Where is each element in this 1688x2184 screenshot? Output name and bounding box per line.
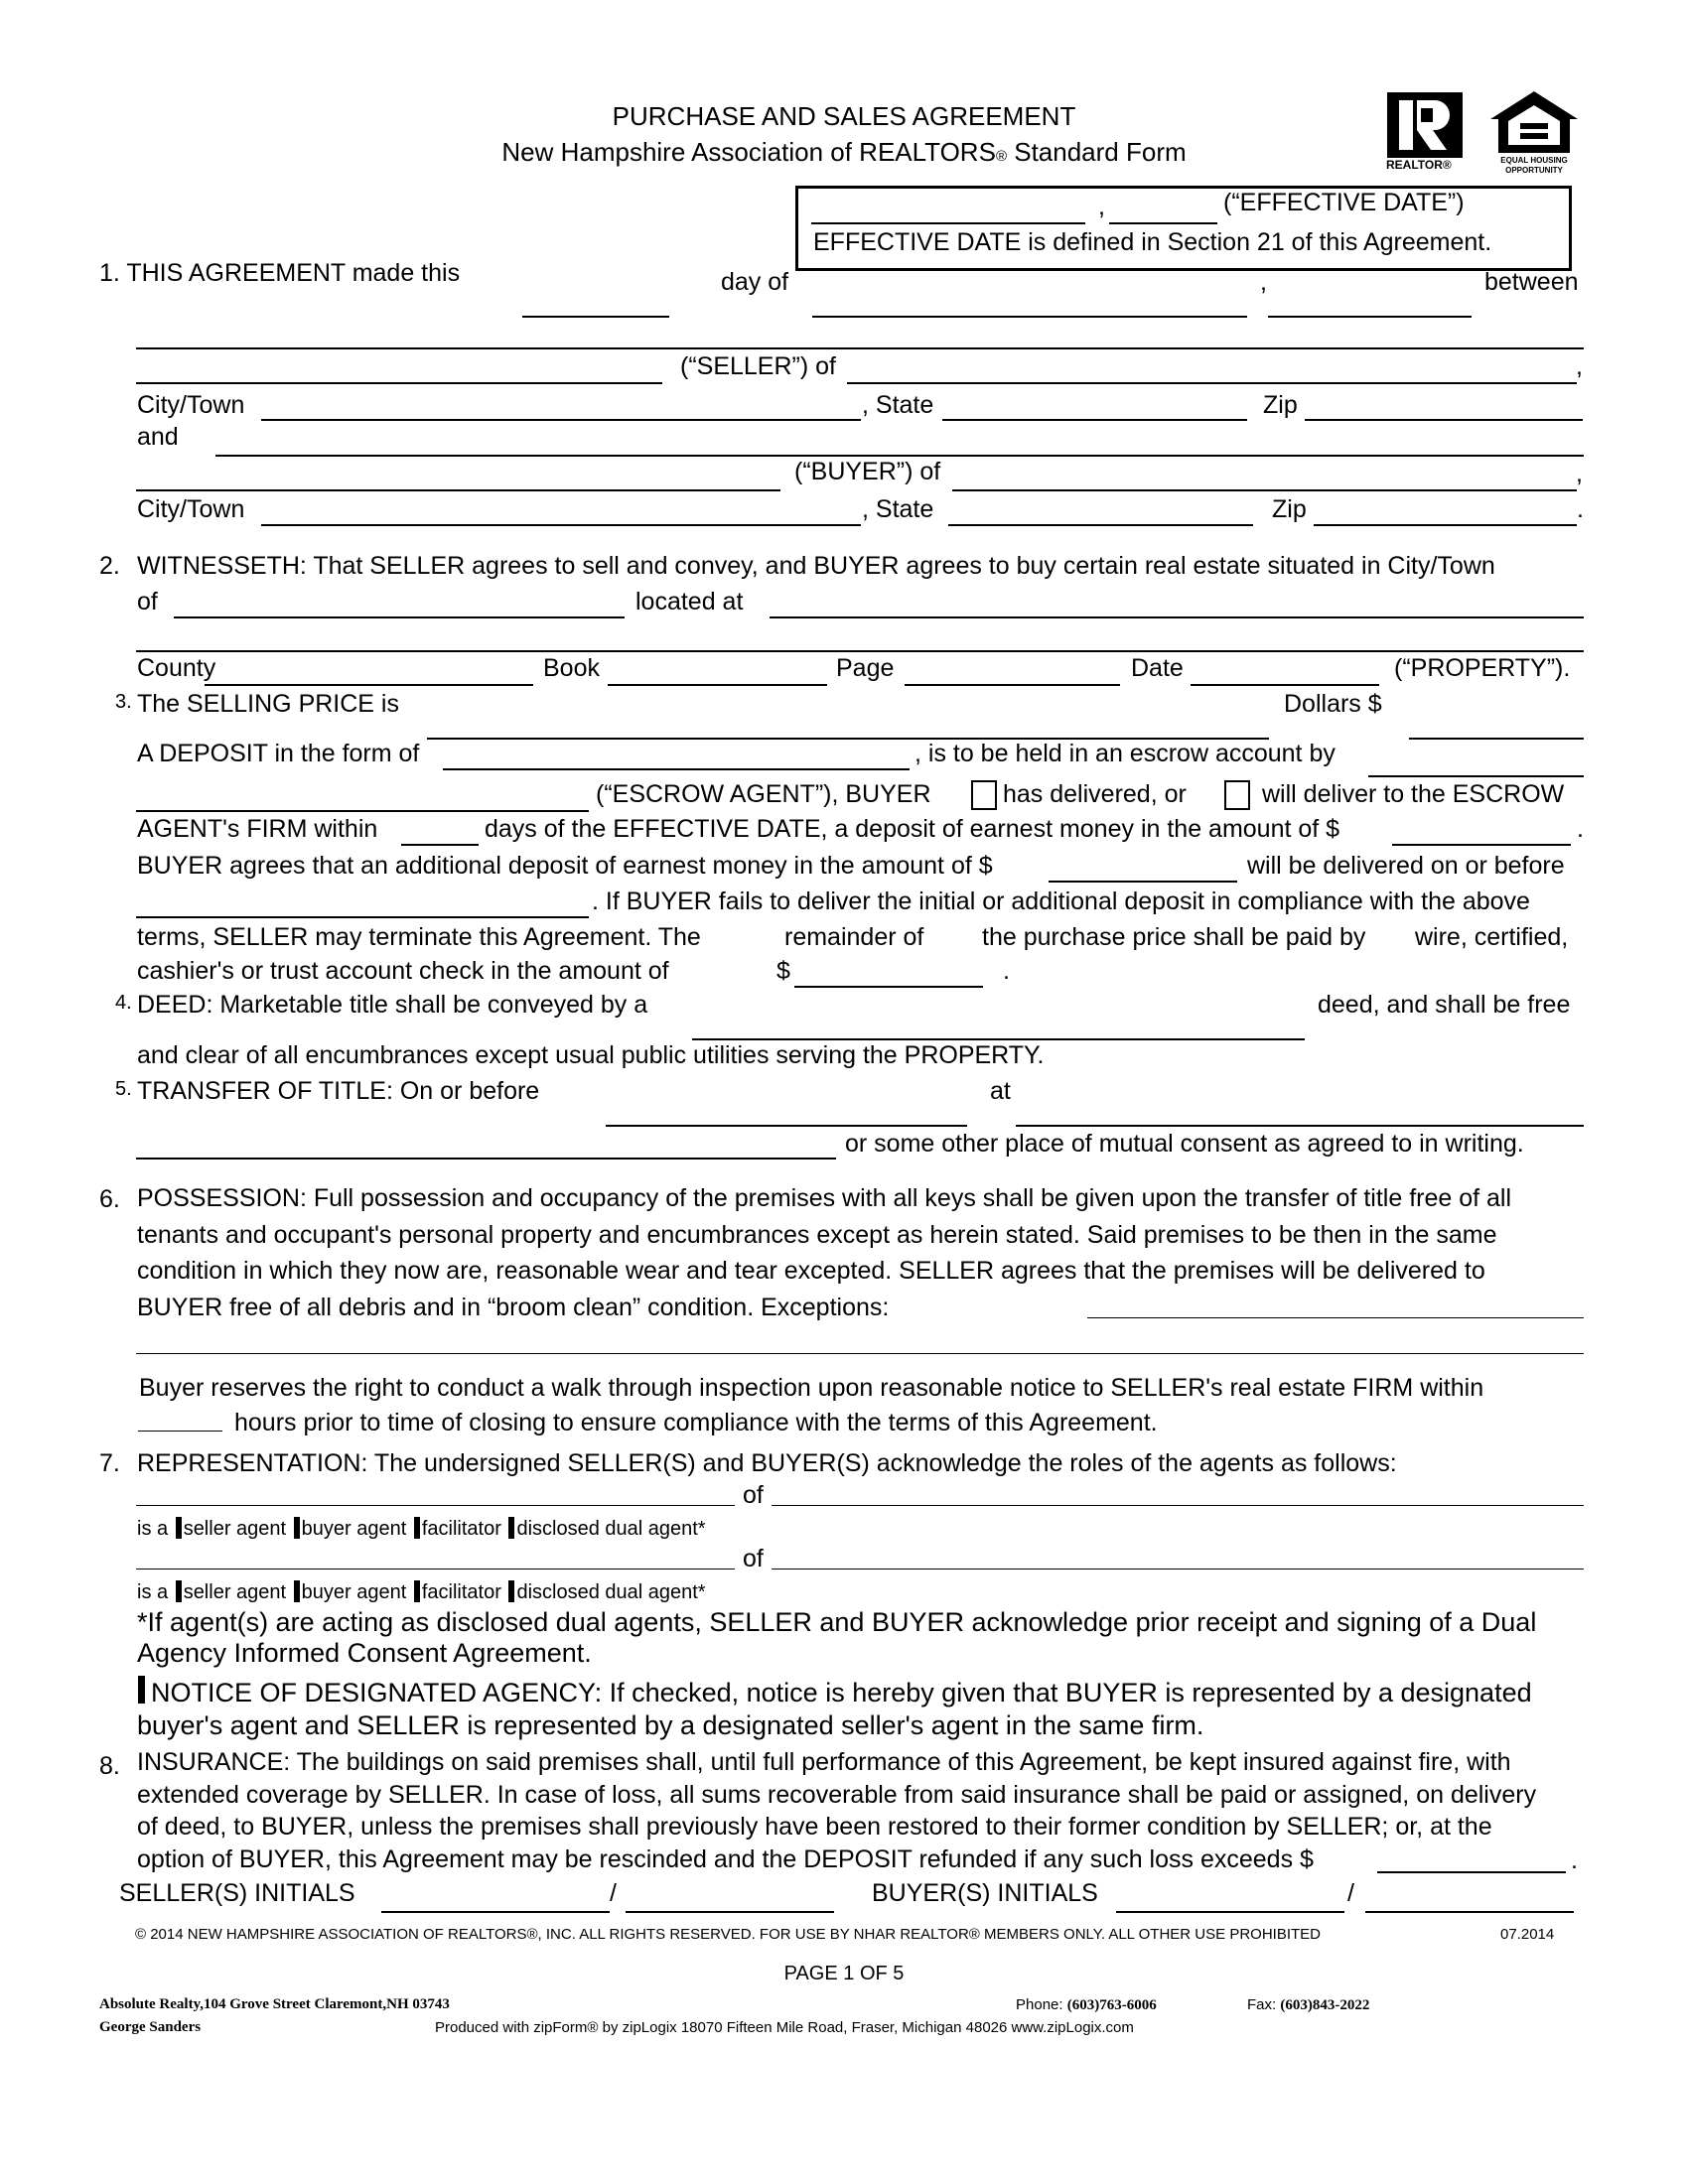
s3-dollars: Dollars $ bbox=[1284, 690, 1382, 718]
produced-with-notice: Produced with zipForm® by zipLogix 18070 Fifteen Mile Road, Fraser, Michigan 48026 www.zipLogix.com bbox=[435, 2019, 1134, 2036]
property-town-field[interactable] bbox=[174, 616, 625, 618]
s7-of-2: of bbox=[743, 1545, 764, 1572]
s2-witnesseth: WITNESSETH: That SELLER agrees to sell and convey, and BUYER agrees to buy certain real estate situated in City/Town bbox=[137, 552, 1495, 580]
closing-place-field-2[interactable] bbox=[136, 1158, 836, 1160]
s6-hours-prior: hours prior to time of closing to ensure compliance with the terms of this Agreement. bbox=[234, 1409, 1158, 1436]
designated-agency-checkbox[interactable] bbox=[138, 1676, 145, 1704]
walkthrough-hours-field[interactable] bbox=[138, 1431, 222, 1432]
fax-info: Fax: (603)843-2022 bbox=[1247, 1996, 1370, 2013]
s3-will-be-delivered: will be delivered on or before bbox=[1247, 852, 1565, 880]
s5-at: at bbox=[990, 1077, 1011, 1105]
exceptions-field-2[interactable] bbox=[136, 1353, 1584, 1354]
closing-date-field[interactable] bbox=[606, 1125, 967, 1127]
s2-of: of bbox=[137, 588, 158, 615]
seller-name-field-2[interactable] bbox=[136, 382, 662, 384]
s1-comma3: , bbox=[1576, 460, 1583, 487]
s3-escrow-agent: (“ESCROW AGENT”), BUYER bbox=[596, 780, 931, 808]
buyer-agent-1-checkbox[interactable] bbox=[294, 1517, 300, 1539]
s7-role-row-2: is a seller agent buyer agent facilitator disclosed dual agent* bbox=[137, 1581, 706, 1603]
buyer-state-field[interactable] bbox=[948, 524, 1253, 526]
s6-possession: POSSESSION: Full possession and occupancy of the premises with all keys shall be given upon the transfer of title free of all tenants and occupant's personal property and encumbrances except as herein stated. Said premises to be then in the same condition in which they now are, reasonable wear and tear excepted. SELLER agrees that the premises will be delivered to BUYER free of all debris and in “broom clean” condition. Exceptions: bbox=[137, 1184, 1512, 1321]
s3-number: 3. bbox=[115, 691, 132, 713]
escrow-agent-field[interactable] bbox=[136, 810, 589, 812]
s7-number: 7. bbox=[99, 1449, 120, 1477]
s3-period2: . bbox=[1003, 957, 1010, 985]
s8-period: . bbox=[1571, 1846, 1578, 1874]
s3-will-deliver: will deliver to the ESCROW bbox=[1262, 780, 1565, 808]
effective-year-field[interactable] bbox=[1109, 222, 1217, 224]
s1-period: . bbox=[1577, 495, 1584, 523]
buyer-agent-2-checkbox[interactable] bbox=[294, 1580, 300, 1602]
s3-additional: BUYER agrees that an additional deposit of earnest money in the amount of $ bbox=[137, 852, 993, 880]
seller-initials-slash: / bbox=[610, 1879, 617, 1907]
seller-name-field-1[interactable] bbox=[136, 347, 1584, 349]
deposit-days-field[interactable] bbox=[401, 844, 479, 846]
s2-property-label: (“PROPERTY”). bbox=[1394, 654, 1571, 682]
book-field[interactable] bbox=[608, 684, 827, 686]
s1-buyer-of: (“BUYER”) of bbox=[794, 458, 941, 485]
seller-address-field[interactable] bbox=[847, 382, 1577, 384]
deposit-amount-field[interactable] bbox=[1392, 844, 1571, 846]
agent-1-name-field[interactable] bbox=[136, 1505, 735, 1506]
buyer-zip-field[interactable] bbox=[1314, 524, 1577, 526]
buyer-initials-label: BUYER(S) INITIALS bbox=[872, 1879, 1098, 1907]
s7-dual-note-1: *If agent(s) are acting as disclosed dual agents, SELLER and BUYER acknowledge prior receipt and signing of a Dual bbox=[137, 1607, 1537, 1637]
s4-deed-free: deed, and shall be free bbox=[1318, 991, 1571, 1019]
s2-number: 2. bbox=[99, 552, 120, 580]
s3-agents-firm: AGENT's FIRM within bbox=[137, 815, 378, 843]
s4-clear: and clear of all encumbrances except usual public utilities serving the PROPERTY. bbox=[137, 1041, 1045, 1069]
s2-book-label: Book bbox=[543, 654, 600, 682]
s1-state-label-2: , State bbox=[862, 495, 934, 523]
agent-name: George Sanders bbox=[99, 2019, 202, 2035]
phone-info: Phone: (603)763-6006 bbox=[1016, 1996, 1157, 2013]
s1-zip-label-2: Zip bbox=[1272, 495, 1307, 523]
closing-place-field[interactable] bbox=[1016, 1125, 1584, 1127]
agency-address: Absolute Realty,104 Grove Street Claremont,NH 03743 bbox=[99, 1996, 450, 2012]
s1-day-of: day of bbox=[721, 268, 789, 296]
s8-insurance: INSURANCE: The buildings on said premises shall, until full performance of this Agreement, be kept insured against fire, with extended coverage by SELLER. In case of loss, all sums recoverable from said insurance shall be paid or assigned, on delivery of deed, to BUYER, unless the premises shall previously have been restored to their former condition by SELLER; or, at the option of BUYER, this Agreement may be rescinded and the DEPOSIT refunded if any such loss exceeds $ bbox=[137, 1748, 1537, 1873]
buyer-name-field-1[interactable] bbox=[215, 455, 1584, 457]
s7-notice-2: buyer's agent and SELLER is represented by a designated seller's agent in the same firm. bbox=[137, 1710, 1204, 1740]
s1-intro: 1. THIS AGREEMENT made this bbox=[99, 259, 461, 287]
s1-city-town-label: City/Town bbox=[137, 391, 245, 419]
selling-price-amount-field[interactable] bbox=[1409, 738, 1584, 740]
s2-date-label: Date bbox=[1131, 654, 1184, 682]
effective-date-label: (“EFFECTIVE DATE”) bbox=[1223, 189, 1465, 216]
seller-zip-field[interactable] bbox=[1305, 419, 1583, 421]
buyer-city-field[interactable] bbox=[261, 524, 861, 526]
seller-city-field[interactable] bbox=[261, 419, 861, 421]
form-subtitle: New Hampshire Association of REALTORS® Standard Form bbox=[501, 137, 1187, 167]
realtor-logo-text: REALTOR® bbox=[1386, 158, 1452, 172]
s1-and: and bbox=[137, 423, 179, 451]
copyright-notice: © 2014 NEW HAMPSHIRE ASSOCIATION OF REALTORS®, INC. ALL RIGHTS RESERVED. FOR USE BY NHAR REALTOR® MEMBERS ONLY. ALL OTHER USE PROHIBITED bbox=[135, 1926, 1321, 1943]
seller-agent-2-checkbox[interactable] bbox=[176, 1580, 182, 1602]
has-delivered-checkbox[interactable] bbox=[971, 780, 997, 810]
s3-selling-price: The SELLING PRICE is bbox=[137, 690, 399, 718]
agent-2-name-field[interactable] bbox=[136, 1569, 735, 1570]
s1-city-town-label-2: City/Town bbox=[137, 495, 245, 523]
facilitator-1-checkbox[interactable] bbox=[414, 1517, 420, 1539]
s3-cashiers: cashier's or trust account check in the amount of bbox=[137, 957, 669, 985]
agreement-year-field[interactable] bbox=[1268, 316, 1472, 318]
effective-date-note: EFFECTIVE DATE is defined in Section 21 of this Agreement. bbox=[813, 228, 1492, 256]
equal-housing-text-1: EQUAL HOUSING bbox=[1500, 156, 1568, 165]
buyer-initials-field-1[interactable] bbox=[1116, 1911, 1344, 1913]
seller-state-field[interactable] bbox=[942, 419, 1247, 421]
s1-between: between bbox=[1484, 268, 1579, 296]
page-number: PAGE 1 OF 5 bbox=[783, 1963, 905, 1984]
agreement-day-field[interactable] bbox=[522, 316, 669, 318]
effective-date-comma: , bbox=[1098, 193, 1105, 220]
s3-purchase-price: the purchase price shall be paid by bbox=[982, 923, 1366, 951]
form-version: 07.2014 bbox=[1500, 1926, 1555, 1943]
seller-initials-label: SELLER(S) INITIALS bbox=[119, 1879, 355, 1907]
s1-state-label: , State bbox=[862, 391, 934, 419]
buyer-initials-slash: / bbox=[1347, 1879, 1354, 1907]
agreement-month-field[interactable] bbox=[812, 316, 1247, 318]
s7-notice-1: NOTICE OF DESIGNATED AGENCY: If checked, notice is hereby given that BUYER is represented by a designated bbox=[151, 1678, 1532, 1707]
exceptions-field[interactable] bbox=[1087, 1317, 1584, 1318]
dual-agent-2-checkbox[interactable] bbox=[508, 1580, 514, 1602]
s3-deposit-form: A DEPOSIT in the form of bbox=[137, 740, 420, 767]
s1-seller-of: (“SELLER”) of bbox=[680, 352, 836, 380]
s7-role-row-1: is a seller agent buyer agent facilitator disclosed dual agent* bbox=[137, 1518, 706, 1540]
seller-initials-field-1[interactable] bbox=[381, 1911, 610, 1913]
dual-agent-1-checkbox[interactable] bbox=[508, 1517, 514, 1539]
additional-deposit-date-field[interactable] bbox=[136, 916, 589, 918]
s2-county-label: County bbox=[137, 654, 216, 682]
s3-wire-certified: wire, certified, bbox=[1415, 923, 1569, 951]
s3-period: . bbox=[1577, 815, 1584, 843]
s1-comma2: , bbox=[1576, 352, 1583, 380]
s7-representation: REPRESENTATION: The undersigned SELLER(S) and BUYER(S) acknowledge the roles of the agents as follows: bbox=[137, 1449, 1397, 1477]
s5-other-place: or some other place of mutual consent as agreed to in writing. bbox=[845, 1130, 1524, 1158]
seller-agent-1-checkbox[interactable] bbox=[176, 1517, 182, 1539]
s3-dollar-sign: $ bbox=[776, 957, 790, 985]
s3-terms-line: terms, SELLER may terminate this Agreement. The bbox=[137, 923, 701, 951]
deposit-form-field[interactable] bbox=[443, 768, 910, 770]
s6-number: 6. bbox=[99, 1185, 120, 1213]
will-deliver-checkbox[interactable] bbox=[1224, 780, 1250, 810]
deed-date-field[interactable] bbox=[1191, 684, 1379, 686]
s4-number: 4. bbox=[115, 992, 132, 1014]
agent-1-firm-field[interactable] bbox=[772, 1505, 1584, 1506]
s3-remainder-of: remainder of bbox=[784, 923, 924, 951]
county-field[interactable] bbox=[205, 684, 533, 686]
s3-escrow-account: , is to be held in an escrow account by bbox=[914, 740, 1336, 767]
additional-deposit-field[interactable] bbox=[1049, 881, 1237, 883]
s7-of-1: of bbox=[743, 1481, 764, 1509]
buyer-address-field[interactable] bbox=[952, 489, 1577, 491]
s5-transfer: TRANSFER OF TITLE: On or before bbox=[137, 1077, 540, 1105]
seller-initials-field-2[interactable] bbox=[626, 1911, 834, 1913]
s3-days-of: days of the EFFECTIVE DATE, a deposit of earnest money in the amount of $ bbox=[485, 815, 1340, 843]
escrow-holder-field[interactable] bbox=[1368, 775, 1584, 777]
effective-date-field[interactable] bbox=[811, 222, 1085, 224]
s8-number: 8. bbox=[99, 1752, 120, 1780]
s2-page-label: Page bbox=[836, 654, 895, 682]
page-field[interactable] bbox=[905, 684, 1120, 686]
insurance-loss-amount-field[interactable] bbox=[1377, 1871, 1566, 1873]
s7-dual-note-2: Agency Informed Consent Agreement. bbox=[137, 1638, 592, 1668]
deed-type-field[interactable] bbox=[692, 1038, 1305, 1040]
property-address-field-2[interactable] bbox=[136, 650, 1584, 652]
s1-zip-label: Zip bbox=[1263, 391, 1298, 419]
buyer-initials-field-2[interactable] bbox=[1365, 1911, 1574, 1913]
s3-has-delivered: has delivered, or bbox=[1003, 780, 1187, 808]
realtor-logo bbox=[1387, 92, 1463, 168]
form-title: PURCHASE AND SALES AGREEMENT bbox=[612, 101, 1076, 131]
s6-walkthrough: Buyer reserves the right to conduct a walk through inspection upon reasonable notice to SELLER's real estate FIRM within bbox=[139, 1374, 1484, 1402]
remainder-amount-field[interactable] bbox=[794, 986, 983, 988]
buyer-name-field-2[interactable] bbox=[136, 489, 780, 491]
s5-number: 5. bbox=[115, 1078, 132, 1100]
property-address-field[interactable] bbox=[770, 616, 1584, 618]
facilitator-2-checkbox[interactable] bbox=[414, 1580, 420, 1602]
agent-2-firm-field[interactable] bbox=[772, 1569, 1584, 1570]
s2-located-at: located at bbox=[635, 588, 744, 615]
s3-if-buyer-fails: . If BUYER fails to deliver the initial or additional deposit in compliance with the above bbox=[592, 887, 1530, 915]
equal-housing-icon bbox=[1486, 89, 1582, 155]
s1-comma: , bbox=[1260, 268, 1267, 296]
equal-housing-text-2: OPPORTUNITY bbox=[1505, 166, 1563, 175]
s4-deed: DEED: Marketable title shall be conveyed by a bbox=[137, 991, 648, 1019]
